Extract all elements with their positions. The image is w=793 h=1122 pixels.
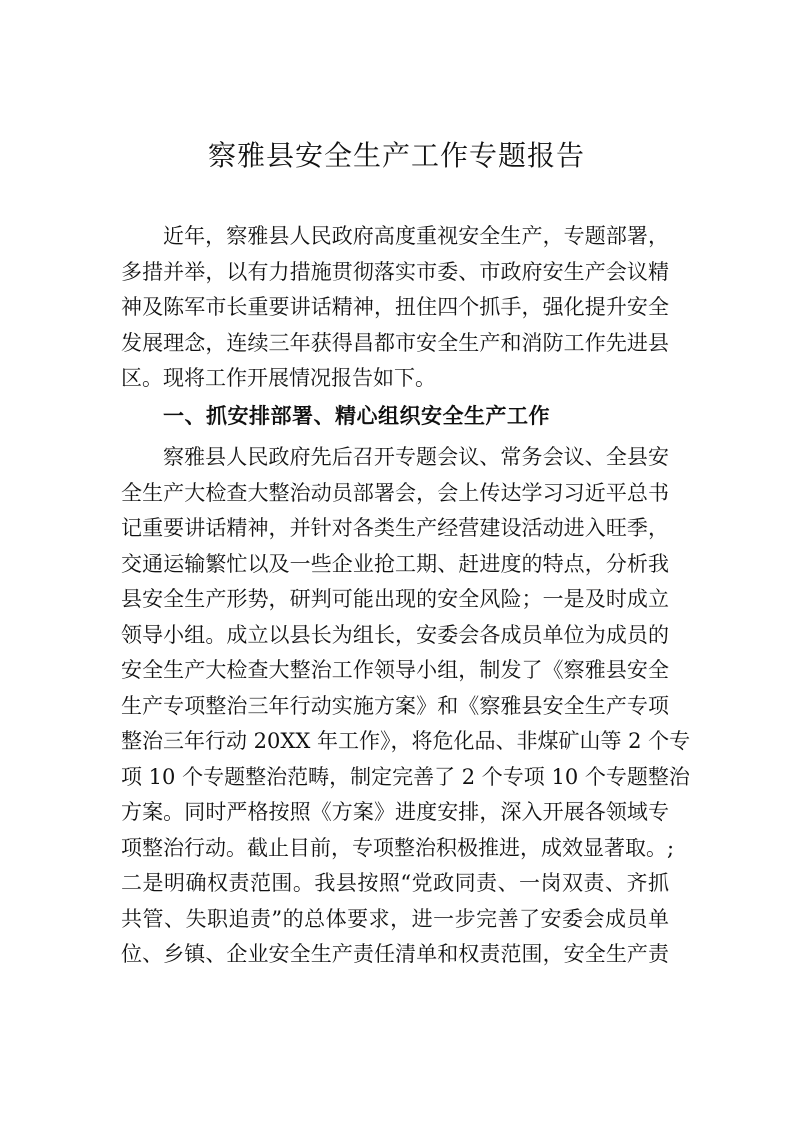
text-line: 察雅县人民政府先后召开专题会议、常务会议、全县安: [163, 445, 669, 469]
text-line: 整治三年行动 20XX 年工作》，将危化品、非煤矿山等 2 个专: [121, 729, 691, 753]
text-line: 方案。同时严格按照《方案》进度安排，深入开展各领域专: [121, 800, 669, 824]
text-line: 生产专项整治三年行动实施方案》和《察雅县安全生产专项: [121, 693, 669, 718]
text-line: 记重要讲话精神，并针对各类生产经营建设活动进入旺季，: [121, 516, 669, 540]
text-line: 项 10 个专题整治范畴，制定完善了 2 个专项 10 个专题整治: [121, 764, 690, 789]
text-line: 多措并举，以有力措施贯彻落实市委、市政府安生产会议精: [121, 259, 669, 284]
text-line: 发展理念，连续三年获得昌都市安全生产和消防工作先进县: [121, 330, 669, 355]
text-line: 共管、失职追责”的总体要求，进一步完善了安委会成员单: [121, 906, 669, 931]
section-heading-1: 一、抓安排部署、精心组织安全生产工作: [163, 404, 550, 428]
text-line: 县安全生产形势，研判可能出现的安全风险；一是及时成立: [121, 587, 669, 611]
text-line: 近年，察雅县人民政府高度重视安全生产，专题部署，: [163, 224, 669, 248]
text-line: 安全生产大检查大整治工作领导小组，制发了《察雅县安全: [121, 658, 669, 682]
text-line: 交通运输繁忙以及一些企业抢工期、赶进度的特点，分析我: [121, 551, 669, 576]
text-line: 全生产大检查大整治动员部署会，会上传达学习习近平总书: [121, 480, 669, 505]
text-line: 二是明确权责范围。我县按照“党政同责、一岗双责、齐抓: [121, 871, 669, 895]
text-line: 区。现将工作开展情况报告如下。: [121, 366, 436, 390]
text-line: 领导小组。成立以县长为组长，安委会各成员单位为成员的: [121, 622, 669, 647]
text-line: 神及陈军市长重要讲话精神，扭住四个抓手，强化提升安全: [121, 295, 669, 319]
text-line: 项整治行动。截止目前，专项整治积极推进，成效显著取。;: [121, 835, 675, 860]
text-line: 位、乡镇、企业安全生产责任清单和权责范围，安全生产责: [121, 942, 669, 966]
document-title: 察雅县安全生产工作专题报告: [207, 139, 585, 172]
